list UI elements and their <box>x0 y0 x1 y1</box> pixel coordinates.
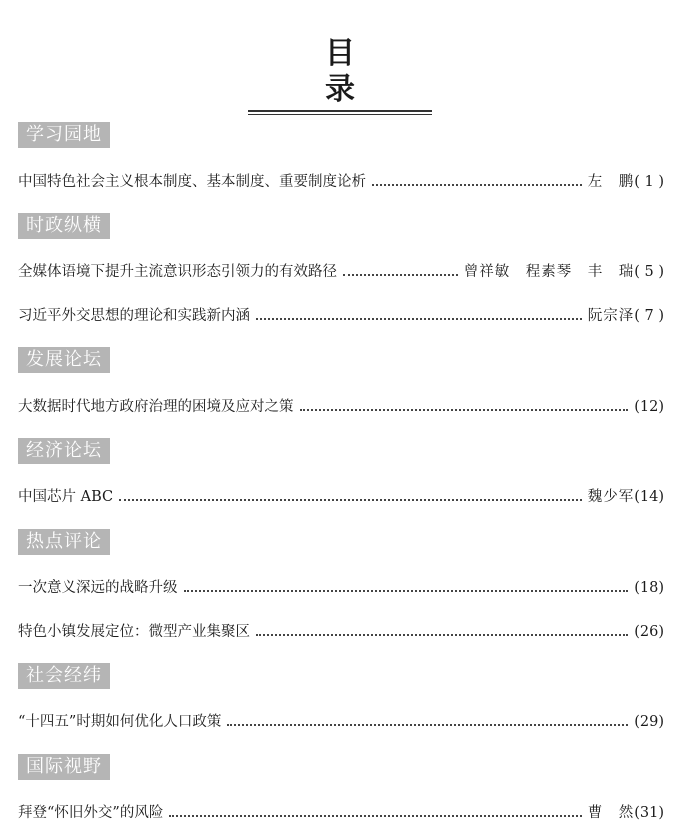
entry-page: (18) <box>634 580 664 596</box>
leader-dots <box>169 815 581 817</box>
entry-title: 大数据时代地方政府治理的困境及应对之策 <box>18 399 294 415</box>
entry-page: (14) <box>634 489 664 505</box>
section-label-guoji: 国际视野 <box>18 754 110 780</box>
entry-author: 曾祥敏 程素琴 丰 瑞 <box>463 264 635 280</box>
toc-entry[interactable] <box>18 397 664 417</box>
toc-entry[interactable] <box>18 712 664 732</box>
section-label-fazhan: 发展论坛 <box>18 347 110 373</box>
title-underline-thin <box>248 114 432 115</box>
entry-title: “十四五”时期如何优化人口政策 <box>18 714 222 730</box>
toc-entry[interactable] <box>18 262 664 282</box>
entry-author: 魏少军 <box>587 489 635 505</box>
toc-entry[interactable] <box>18 622 664 642</box>
leader-dots <box>227 724 628 726</box>
section-label-xuexi: 学习园地 <box>18 122 110 148</box>
toc-entry[interactable] <box>18 803 664 823</box>
leader-dots <box>184 590 629 592</box>
entry-title: 中国芯片 ABC <box>18 489 114 505</box>
section-label-shehui: 社会经纬 <box>18 663 110 689</box>
entry-author: 曹 然 <box>587 805 635 821</box>
entry-page: (12) <box>634 399 664 415</box>
entry-author: 阮宗泽 <box>587 308 635 324</box>
leader-dots <box>372 184 582 186</box>
toc-entry[interactable] <box>18 487 664 507</box>
toc-entry[interactable] <box>18 306 664 326</box>
leader-dots <box>300 409 629 411</box>
entry-page: ( 5 ) <box>634 264 664 280</box>
entry-page: ( 7 ) <box>634 308 664 324</box>
toc-title-block <box>248 36 432 115</box>
entry-title: 习近平外交思想的理论和实践新内涵 <box>18 308 250 324</box>
entry-page: (26) <box>634 624 664 640</box>
entry-title: 特色小镇发展定位：微型产业集聚区 <box>18 624 250 640</box>
entry-author: 左 鹏 <box>587 174 635 190</box>
leader-dots <box>256 318 582 320</box>
entry-title: 中国特色社会主义根本制度、基本制度、重要制度论析 <box>18 174 366 190</box>
title-underline <box>248 110 432 112</box>
leader-dots <box>119 499 582 501</box>
entry-page: (31) <box>634 805 664 821</box>
entry-title: 全媒体语境下提升主流意识形态引领力的有效路径 <box>18 264 337 280</box>
entry-page: ( 1 ) <box>634 174 664 190</box>
entry-title: 拜登“怀旧外交”的风险 <box>18 805 164 821</box>
page-title: 目录 <box>325 36 401 107</box>
section-label-shizheng: 时政纵横 <box>18 213 110 239</box>
leader-dots <box>256 634 628 636</box>
section-label-jingji: 经济论坛 <box>18 438 110 464</box>
toc-entry[interactable] <box>18 578 664 598</box>
section-label-redian: 热点评论 <box>18 529 110 555</box>
entry-page: (29) <box>634 714 664 730</box>
toc-entry[interactable] <box>18 172 664 192</box>
leader-dots <box>343 274 458 276</box>
entry-title: 一次意义深远的战略升级 <box>18 580 178 596</box>
